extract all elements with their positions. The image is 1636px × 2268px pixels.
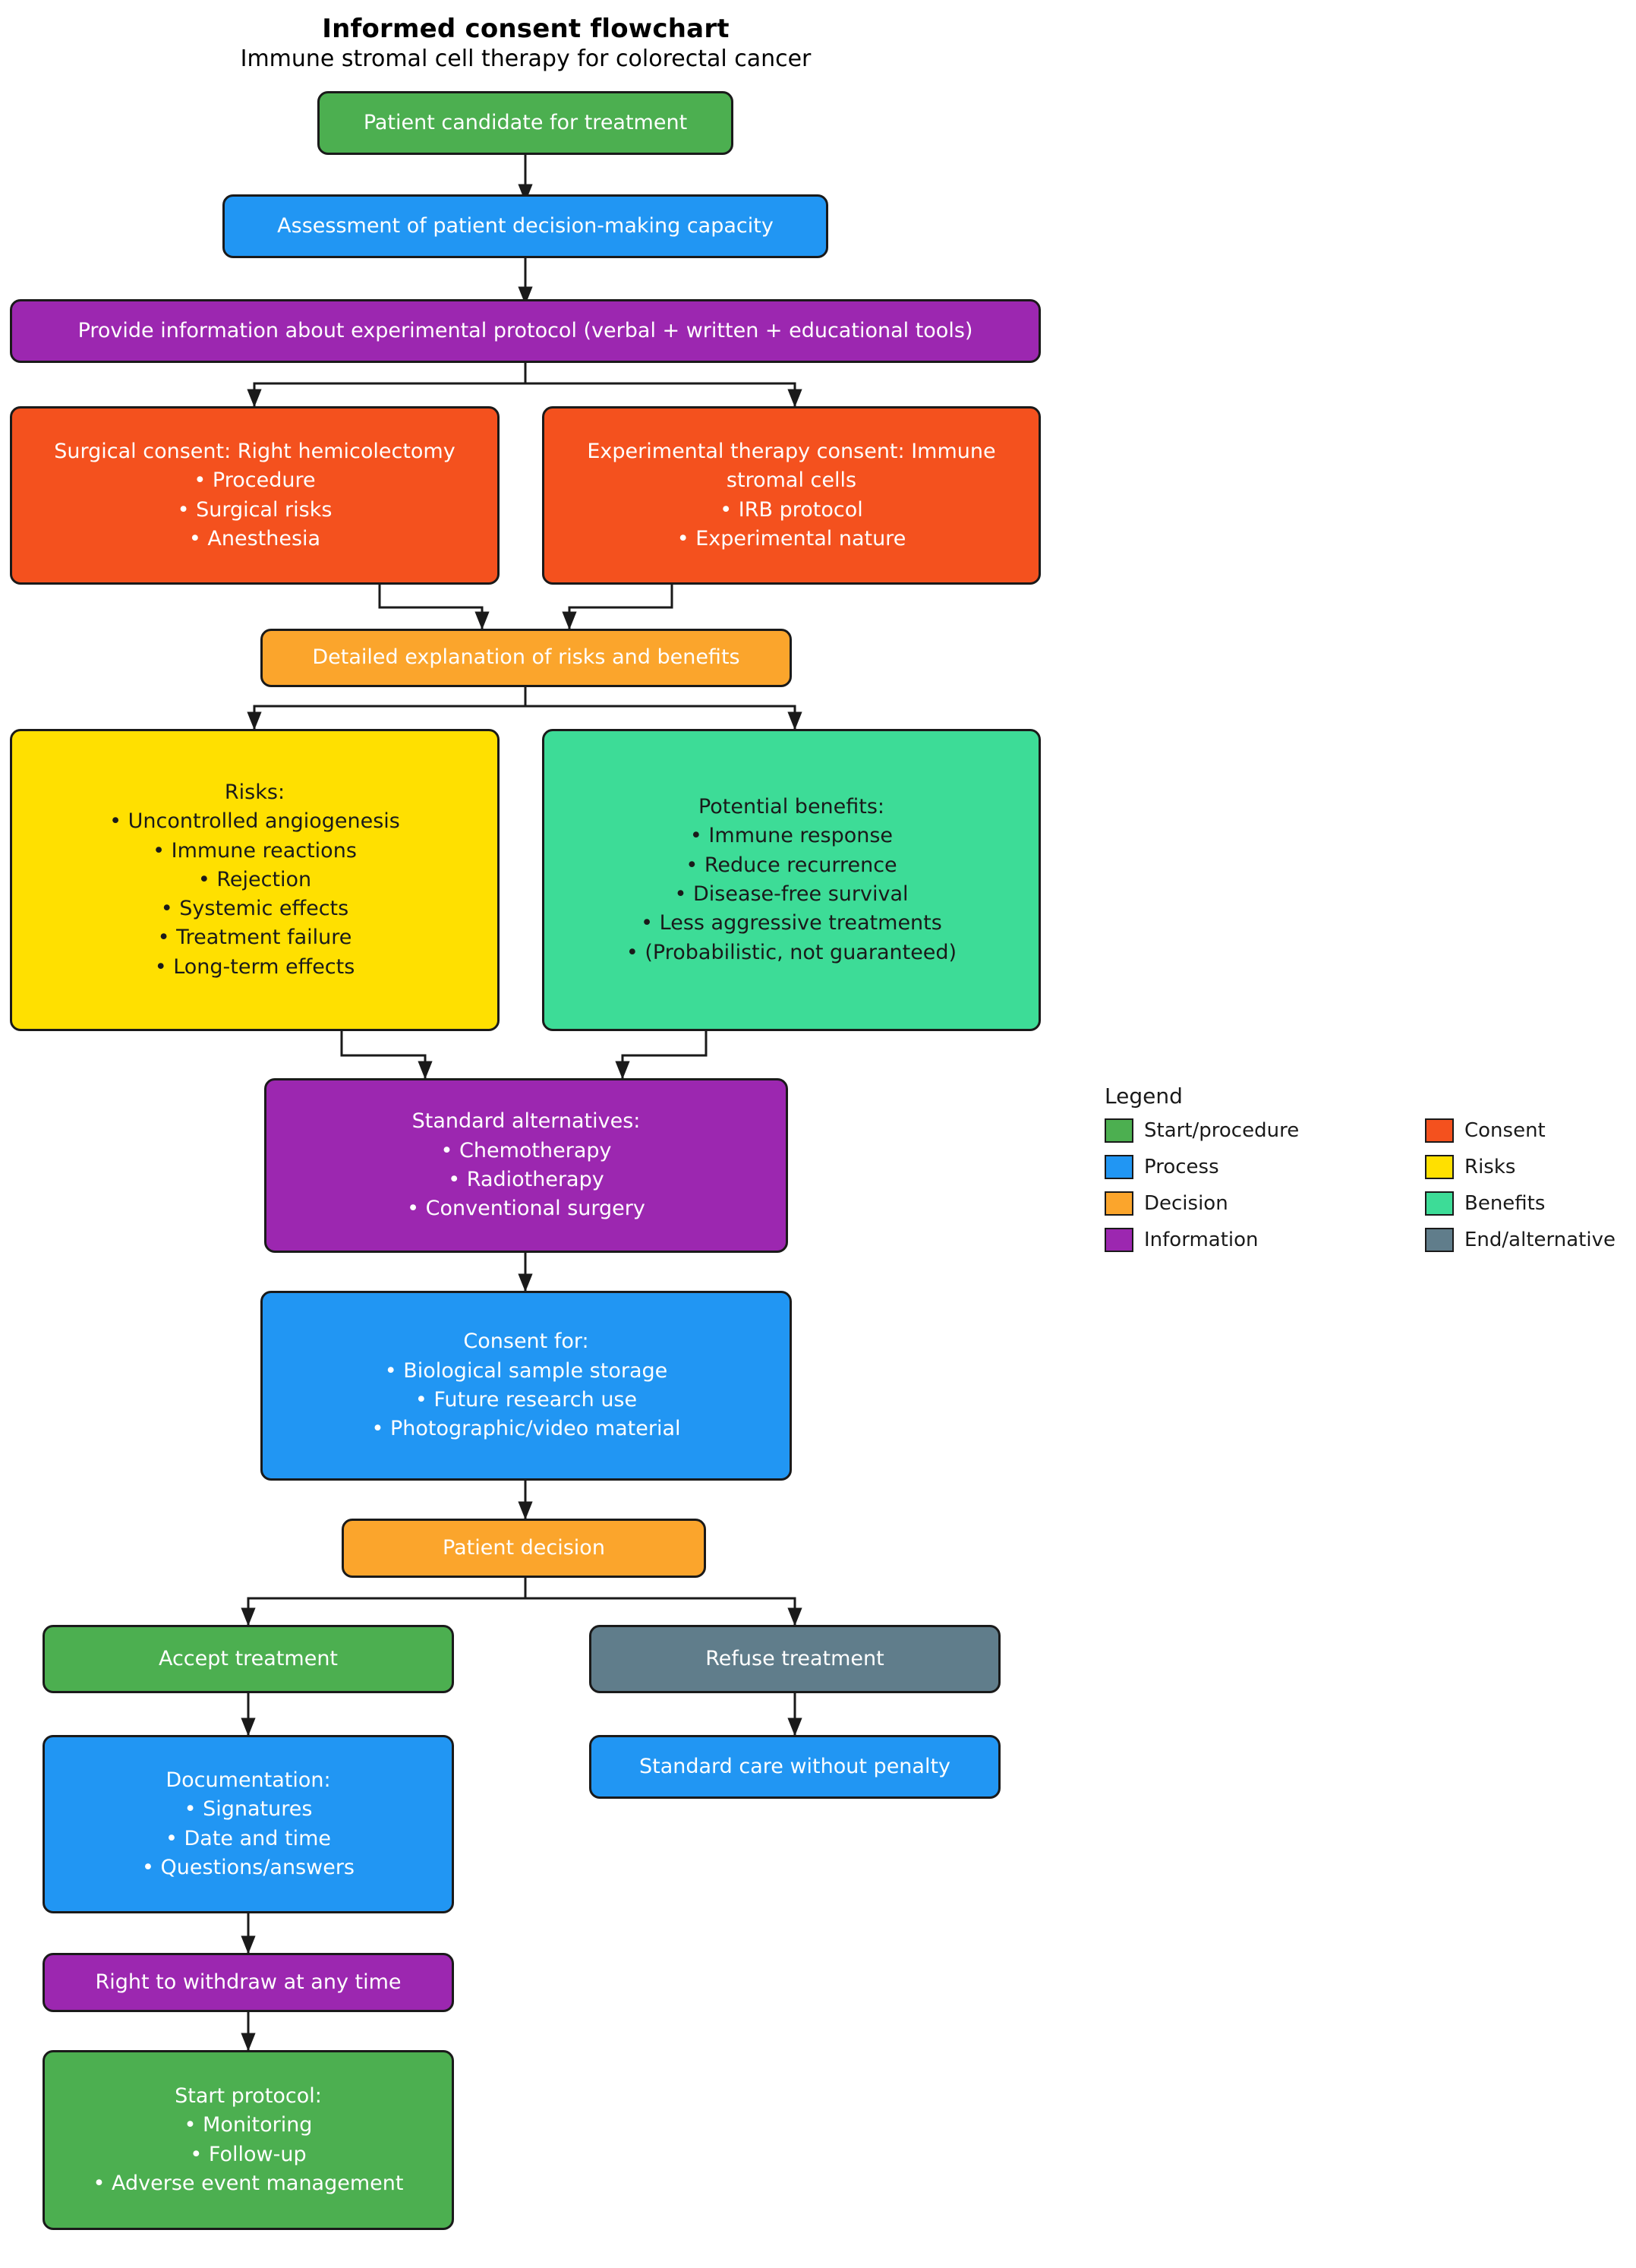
node-line: Standard alternatives: xyxy=(411,1109,641,1134)
node-line: • Chemotherapy xyxy=(440,1138,612,1162)
legend-label: Risks xyxy=(1464,1156,1516,1178)
node-risks[interactable] xyxy=(10,729,500,1031)
node-line: Provide information about experimental protocol (verbal + written + educational tools) xyxy=(77,318,973,342)
node-line: • Surgical risks xyxy=(177,497,333,522)
legend-swatch-icon xyxy=(1425,1191,1454,1216)
node-line: • Anesthesia xyxy=(188,526,321,550)
node-line: • IRB protocol xyxy=(720,497,863,522)
node-line: • Monitoring xyxy=(184,2113,313,2137)
node-documentation[interactable] xyxy=(43,1735,454,1913)
legend-title: Legend xyxy=(1105,1084,1183,1109)
node-line: • Questions/answers xyxy=(141,1855,355,1879)
legend-label: Start/procedure xyxy=(1144,1119,1300,1142)
legend-label: Information xyxy=(1144,1229,1259,1251)
node-surgical-consent[interactable] xyxy=(10,406,500,585)
node-explanation[interactable] xyxy=(260,629,792,687)
node-line: • Adverse event management xyxy=(93,2171,404,2195)
node-start-protocol[interactable] xyxy=(43,2050,454,2230)
legend-item-decision xyxy=(1105,1191,1228,1216)
node-line: Right to withdraw at any time xyxy=(95,1970,402,1994)
node-line: Patient candidate for treatment xyxy=(363,110,688,134)
node-line: Refuse treatment xyxy=(705,1646,884,1670)
legend-item-risks xyxy=(1425,1155,1515,1179)
node-line: • Conventional surgery xyxy=(407,1197,645,1221)
node-line: • Reduce recurrence xyxy=(686,853,897,877)
node-line: • Future research use xyxy=(415,1388,638,1412)
node-line: Surgical consent: Right hemicolectomy xyxy=(54,439,455,463)
node-line: Patient decision xyxy=(443,1535,605,1560)
legend-swatch-icon xyxy=(1425,1118,1454,1143)
legend-label: End/alternative xyxy=(1464,1229,1616,1251)
legend-swatch-icon xyxy=(1105,1228,1133,1252)
node-line: • Less aggressive treatments xyxy=(641,911,942,935)
legend-label: Decision xyxy=(1144,1192,1228,1215)
legend-swatch-icon xyxy=(1105,1155,1133,1179)
legend-item-start xyxy=(1105,1118,1299,1143)
node-line: Standard care without penalty xyxy=(638,1754,951,1778)
node-line: Start protocol: xyxy=(175,2083,322,2108)
node-alternatives[interactable] xyxy=(264,1078,788,1253)
node-line: • Immune response xyxy=(689,824,894,848)
node-line: Accept treatment xyxy=(158,1646,339,1670)
legend-swatch-icon xyxy=(1105,1118,1133,1143)
page-subtitle: Immune stromal cell therapy for colorectal cancer xyxy=(240,46,812,72)
node-line: • Rejection xyxy=(197,867,312,891)
node-line: Potential benefits: xyxy=(698,795,885,819)
node-line: Consent for: xyxy=(463,1330,589,1354)
node-line: • Radiotherapy xyxy=(448,1168,604,1191)
node-line: • Photographic/video material xyxy=(371,1417,681,1441)
legend-label: Consent xyxy=(1464,1119,1546,1142)
legend-label: Process xyxy=(1144,1156,1219,1178)
node-experimental-consent[interactable] xyxy=(542,406,1041,585)
node-line: • Uncontrolled angiogenesis xyxy=(109,809,400,834)
node-consent-for[interactable] xyxy=(260,1291,792,1481)
node-line: Risks: xyxy=(224,780,285,804)
node-refuse[interactable] xyxy=(589,1625,1001,1693)
node-line: stromal cells xyxy=(726,468,857,493)
node-information[interactable] xyxy=(10,299,1041,363)
page-title: Informed consent flowchart xyxy=(322,14,730,44)
node-accept[interactable] xyxy=(43,1625,454,1693)
legend-item-benefits xyxy=(1425,1191,1545,1216)
node-line: Assessment of patient decision-making capacity xyxy=(277,213,774,238)
node-patient-decision[interactable] xyxy=(342,1519,706,1578)
legend-item-process xyxy=(1105,1155,1219,1179)
node-line: • Long-term effects xyxy=(154,954,355,979)
node-line: • Systemic effects xyxy=(160,897,349,921)
legend-item-information xyxy=(1105,1228,1259,1252)
legend-swatch-icon xyxy=(1425,1155,1454,1179)
legend-item-consent xyxy=(1425,1118,1546,1143)
legend-label: Benefits xyxy=(1464,1192,1546,1215)
node-line: • Disease-free survival xyxy=(674,882,909,906)
node-line: • Procedure xyxy=(194,468,316,493)
node-line: Experimental therapy consent: Immune xyxy=(587,439,996,463)
node-line: • Immune reactions xyxy=(153,838,357,863)
node-line: • Biological sample storage xyxy=(384,1358,668,1383)
node-capacity[interactable] xyxy=(222,194,828,258)
node-line: • Signatures xyxy=(184,1797,313,1822)
node-withdraw[interactable] xyxy=(43,1953,454,2012)
node-line: • Date and time xyxy=(165,1826,331,1850)
legend-swatch-icon xyxy=(1105,1191,1133,1216)
node-standard-care[interactable] xyxy=(589,1735,1001,1799)
node-line: • Follow-up xyxy=(190,2142,307,2166)
node-candidate[interactable] xyxy=(317,91,733,155)
node-line: • (Probabilistic, not guaranteed) xyxy=(626,940,957,964)
node-line: Documentation: xyxy=(165,1768,331,1792)
legend-swatch-icon xyxy=(1425,1228,1454,1252)
legend-item-end xyxy=(1425,1228,1616,1252)
node-benefits[interactable] xyxy=(542,729,1041,1031)
node-line: • Treatment failure xyxy=(157,926,352,950)
node-line: • Experimental nature xyxy=(676,526,906,550)
node-line: Detailed explanation of risks and benefits xyxy=(312,645,740,670)
